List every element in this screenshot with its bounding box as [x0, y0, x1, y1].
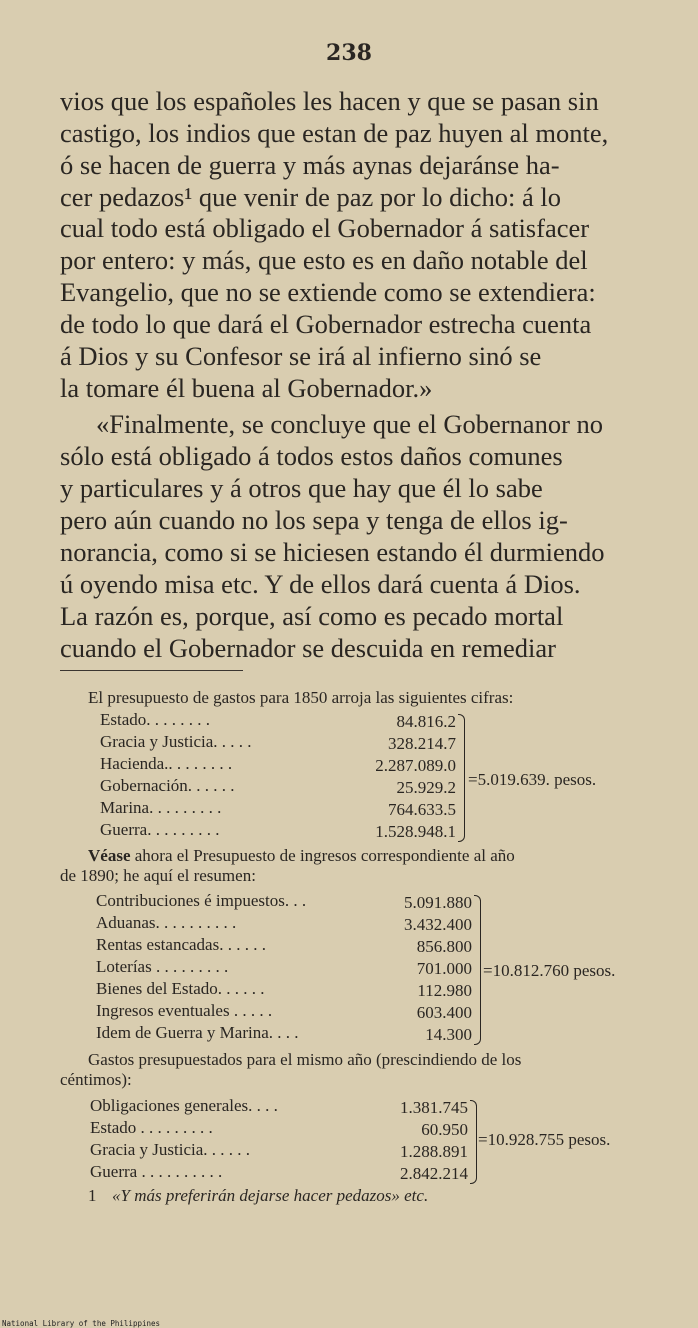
body-line: pero aún cuando no los sepa y tenga de ellos ig-	[60, 505, 568, 535]
body-line: «Finalmente, se concluye que el Gobernanor no	[96, 409, 604, 439]
budget-row-label: Aduanas. . . . . . . . . .	[96, 913, 237, 932]
budget-row-value: 1.528.948.1	[375, 822, 456, 841]
body-line: cer pedazos¹ que venir de paz por lo dicho: á lo	[60, 182, 561, 212]
budget-row-label: Gobernación. . . . . .	[100, 776, 235, 795]
brace	[458, 714, 465, 842]
budget-row-value: 764.633.5	[388, 800, 456, 819]
body-line: la tomare él buena al Gobernador.»	[60, 373, 433, 403]
body-line: ú oyendo misa etc. Y de ellos dará cuenta á Dios.	[60, 569, 581, 599]
budget-row-label: Loterías . . . . . . . . .	[96, 957, 229, 976]
budget-row-label: Estado . . . . . . . . .	[90, 1118, 213, 1137]
budget-row-value: 60.950	[421, 1120, 468, 1139]
budget-row-value: 1.288.891	[400, 1142, 468, 1161]
body-line: á Dios y su Confesor se irá al infierno sinó se	[60, 341, 542, 371]
body-line: vios que los españoles les hacen y que se pasan sin	[60, 86, 599, 116]
footnote-intro-3: Gastos presupuestados para el mismo año (prescindiendo de los	[88, 1050, 522, 1069]
budget-row-label: Idem de Guerra y Marina. . . .	[96, 1023, 299, 1042]
budget-row-label: Guerra . . . . . . . . . .	[90, 1162, 223, 1181]
budget-row-label: Obligaciones generales. . . .	[90, 1096, 278, 1115]
body-line: y particulares y á otros que hay que él lo sabe	[60, 473, 543, 503]
intro-text: ahora el Presupuesto de ingresos correspondiente al año	[130, 846, 515, 865]
budget-row-label: Gracia y Justicia. . . . . .	[90, 1140, 251, 1159]
body-line: La razón es, porque, así como es pecado mortal	[60, 601, 564, 631]
budget-row-value: 2.842.214	[400, 1164, 468, 1183]
budget-row-label: Hacienda.. . . . . . . .	[100, 754, 233, 773]
budget-row-label: Bienes del Estado. . . . . .	[96, 979, 265, 998]
budget-row-value: 701.000	[416, 959, 472, 978]
page-number: 238	[326, 40, 372, 66]
budget-total: =10.928.755 pesos.	[478, 1130, 611, 1149]
budget-row-value: 14.300	[425, 1025, 472, 1044]
footnote-text: «Y más preferirán dejarse hacer pedazos» etc.	[112, 1186, 429, 1205]
budget-total: =10.812.760 pesos.	[483, 961, 616, 980]
budget-total: =5.019.639. pesos.	[468, 770, 597, 789]
body-line: norancia, como si se hiciesen estando él durmiendo	[60, 537, 605, 567]
body-line: sólo está obligado á todos estos daños comunes	[60, 441, 563, 471]
footnote-rule	[60, 670, 243, 671]
budget-row-label: Estado. . . . . . . .	[100, 710, 211, 729]
brace	[470, 1100, 477, 1184]
brace	[474, 895, 481, 1045]
footnote-intro-3-cont: céntimos):	[60, 1070, 132, 1089]
body-line: cual todo está obligado el Gobernador á satisfacer	[60, 213, 590, 243]
budget-row-value: 25.929.2	[396, 778, 456, 797]
budget-row-value: 1.381.745	[400, 1098, 468, 1117]
budget-row-value: 84.816.2	[396, 712, 456, 731]
body-line: por entero: y más, que esto es en daño notable del	[60, 245, 588, 275]
footnote-intro: El presupuesto de gastos para 1850 arroja las siguientes cifras:	[88, 688, 514, 707]
budget-row-value: 328.214.7	[388, 734, 456, 753]
library-credit: National Library of the Philippines	[2, 1319, 161, 1328]
footnote-marker: 1	[88, 1186, 97, 1205]
footnote-intro-2	[88, 846, 515, 866]
budget-row-value: 5.091.880	[404, 893, 472, 912]
budget-row-label: Marina. . . . . . . . .	[100, 798, 222, 817]
budget-row-value: 603.400	[416, 1003, 472, 1022]
budget-row-label: Ingresos eventuales . . . . .	[96, 1001, 273, 1020]
budget-row-value: 856.800	[416, 937, 472, 956]
budget-row-label: Rentas estancadas. . . . . .	[96, 935, 266, 954]
budget-row-label: Contribuciones é impuestos. . .	[96, 891, 307, 910]
body-line: cuando el Gobernador se descuida en remediar	[60, 633, 556, 663]
footnote-intro-2-cont: de 1890; he aquí el resumen:	[60, 866, 256, 885]
budget-row-value: 2.287.089.0	[375, 756, 456, 775]
body-line: castigo, los indios que estan de paz huyen al monte,	[60, 118, 609, 148]
budget-row-label: Guerra. . . . . . . . .	[100, 820, 220, 839]
budget-row-label: Gracia y Justicia. . . . .	[100, 732, 252, 751]
body-line: Evangelio, que no se extiende como se extendiera:	[60, 277, 596, 307]
budget-row-value: 112.980	[417, 981, 472, 1000]
body-line: de todo lo que dará el Gobernador estrecha cuenta	[60, 309, 592, 339]
emphasis-word: Véase	[88, 846, 131, 865]
budget-row-value: 3.432.400	[404, 915, 472, 934]
body-line: ó se hacen de guerra y más aynas dejaránse ha-	[60, 150, 560, 180]
